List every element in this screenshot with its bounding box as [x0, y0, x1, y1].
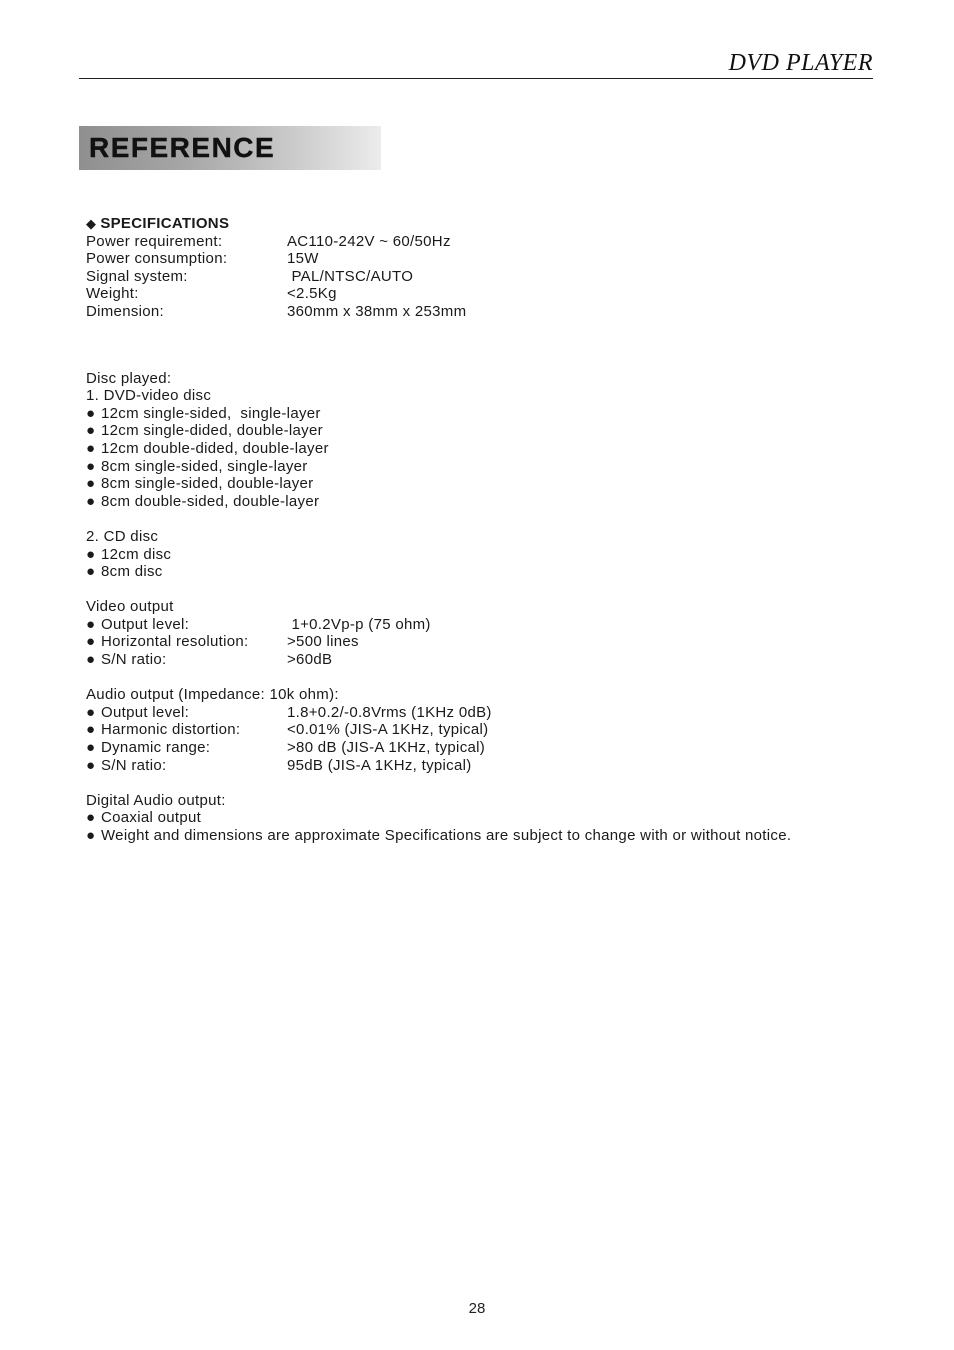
list-item: ● 8cm double-sided, double-layer [86, 492, 320, 510]
bullet-icon: ● [86, 615, 96, 633]
video-output-heading: Video output [86, 598, 174, 616]
bullet-icon: ● [86, 721, 96, 739]
list-item: ● 8cm single-sided, single-layer [86, 457, 308, 475]
spec-label: Harmonic distortion: [101, 721, 241, 739]
spec-row [86, 285, 886, 303]
spec-label: Weight: [86, 285, 139, 303]
header-divider [79, 78, 873, 79]
spec-value: 1.8+0.2/-0.8Vrms (1KHz 0dB) [287, 703, 492, 721]
bullet-icon: ● [86, 457, 96, 475]
spec-value: <2.5Kg [287, 285, 337, 303]
bullet-icon: ● [86, 492, 96, 510]
spec-value: >500 lines [287, 633, 359, 651]
list-item: ● 12cm single-dided, double-layer [86, 422, 323, 440]
spec-row [86, 303, 886, 321]
bullet-icon: ● [86, 703, 96, 721]
spec-value: 1+0.2Vp-p (75 ohm) [287, 615, 431, 633]
disc-heading: Disc played: [86, 369, 172, 387]
spec-label: Dynamic range: [101, 739, 211, 757]
section-title: REFERENCE [89, 132, 276, 163]
bullet-icon: ● [86, 545, 96, 563]
bullet-icon: ● [86, 756, 96, 774]
cd-heading: 2. CD disc [86, 527, 159, 545]
list-item: ● 12cm single-sided, single-layer [86, 404, 321, 422]
spec-label: Dimension: [86, 302, 165, 320]
spec-label: Power consumption: [86, 250, 228, 268]
dvd-heading: 1. DVD-video disc [86, 387, 212, 405]
spec-label: Output level: [101, 615, 190, 633]
page-number: 28 [468, 1300, 486, 1317]
spec-row [86, 739, 886, 757]
spec-label: Output level: [101, 703, 190, 721]
bullet-icon: ● [86, 404, 96, 422]
bullet-icon: ● [86, 739, 96, 757]
spec-row [86, 704, 886, 722]
diamond-bullet-icon: ◆ [86, 216, 97, 231]
spec-value: 15W [287, 250, 319, 268]
page-header-title: DVD PLAYER [728, 50, 873, 76]
spec-label: S/N ratio: [101, 651, 167, 669]
spec-label: Signal system: [86, 267, 188, 285]
list-item: ● 12cm double-dided, double-layer [86, 439, 329, 457]
list-item: ● 8cm single-sided, double-layer [86, 475, 314, 493]
spec-row [86, 616, 886, 634]
digital-audio-heading: Digital Audio output: [86, 791, 226, 809]
spec-row [86, 651, 886, 669]
audio-output-heading: Audio output (Impedance: 10k ohm): [86, 686, 339, 704]
bullet-icon: ● [86, 633, 96, 651]
spec-row [86, 721, 886, 739]
spec-label: Power requirement: [86, 232, 223, 250]
spec-label: Horizontal resolution: [101, 633, 249, 651]
spec-value: PAL/NTSC/AUTO [287, 267, 414, 285]
spec-value: >80 dB (JIS-A 1KHz, typical) [287, 739, 486, 757]
spec-value: 360mm x 38mm x 253mm [287, 302, 467, 320]
spec-value: >60dB [287, 651, 333, 669]
specifications-heading: ◆ SPECIFICATIONS [86, 215, 230, 232]
bullet-icon: ● [86, 809, 96, 827]
bullet-icon: ● [86, 439, 96, 457]
list-item: ● 8cm disc [86, 563, 163, 581]
spec-row [86, 757, 886, 775]
bullet-icon: ● [86, 475, 96, 493]
spec-value: 95dB (JIS-A 1KHz, typical) [287, 756, 472, 774]
spec-value: AC110-242V ~ 60/50Hz [287, 232, 451, 250]
list-item: ● 12cm disc [86, 545, 172, 563]
disclaimer-note: ● Weight and dimensions are approximate Specifications are subject to change with or without notice. [86, 827, 792, 844]
spec-row [86, 633, 886, 651]
list-item: ● Coaxial output [86, 809, 202, 827]
spec-value: <0.01% (JIS-A 1KHz, typical) [287, 721, 489, 739]
section-banner [79, 126, 381, 170]
spec-label: S/N ratio: [101, 756, 167, 774]
bullet-icon: ● [86, 422, 96, 440]
spec-content [86, 215, 886, 845]
spec-row [86, 250, 886, 268]
bullet-icon: ● [86, 563, 96, 581]
spec-row [86, 268, 886, 286]
bullet-icon: ● [86, 827, 96, 844]
bullet-icon: ● [86, 651, 96, 669]
spec-row [86, 233, 886, 251]
